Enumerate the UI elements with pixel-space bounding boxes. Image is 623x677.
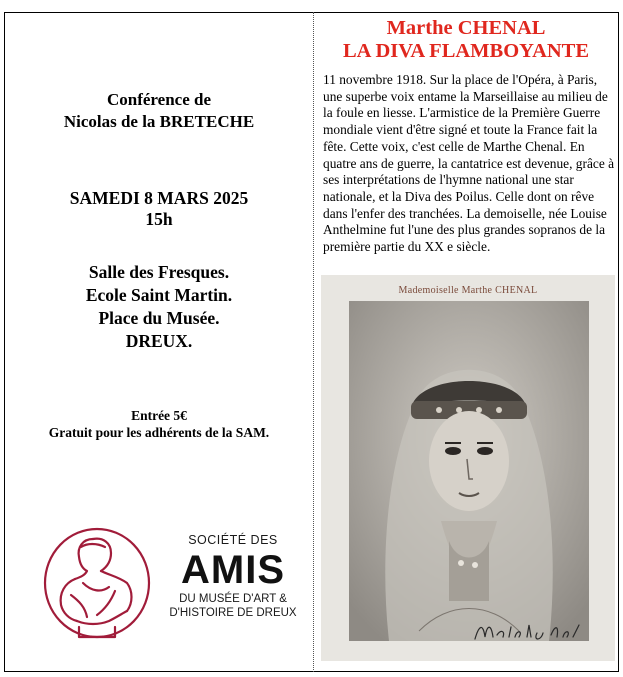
svg-text:Marthe Chenal: Marthe Chenal [471,646,477,647]
logo-text [157,533,309,620]
speaker-name: Nicolas de la BRETECHE [63,112,255,131]
date-line: SAMEDI 8 MARS 2025 [69,188,249,208]
member-price: Gratuit pour les adhérents de la SAM. [48,425,270,440]
conference-line: Conférence de [106,90,212,109]
signature [471,615,591,647]
society-logo [35,521,305,641]
time-line: 15h [145,209,173,229]
logo-line-4: D'HISTOIRE DE DREUX [169,607,297,619]
portrait-photo [321,275,615,661]
title-line: LA DIVA FLAMBOYANTE [342,40,590,62]
title-line: Marthe CHENAL [386,17,546,39]
pricing-info [5,407,313,441]
article-body: 11 novembre 1918. Sur la place de l'Opéra, à Paris, une superbe voix entame la Marseillaise au milieu de la foule en liesse. L'armistice de la Première Guerre mondiale vient d'être signé et toute la France fait la fête. Cette voix, c'est celle de Marthe Chenal. En quatre ans de guerre, la cantatrice est devenue, grâce à ses interprétations de l'hymne national une star nationale, et la Diva des Poilus. Celle dont on rêve dans l'enfer des tranchées. La demoiselle, née Louise Anthelmine fut l'une des plus grandes sopranos de la première partie du XX e siècle. [323,72,615,255]
logo-line-3: DU MUSÉE D'ART & [179,593,287,605]
event-date [5,188,313,230]
bust-icon [35,521,155,641]
entry-price: Entrée 5€ [131,408,187,423]
venue-line: Salle des Fresques. [88,262,230,282]
venue-line: DREUX. [125,331,193,351]
logo-line-2 [157,550,309,590]
article-title [314,17,618,63]
conference-heading [5,89,313,133]
logo-line-1: SOCIÉTÉ DES [188,533,278,547]
portrait-image [349,301,589,641]
venue-line: Ecole Saint Martin. [85,285,233,305]
right-column [314,13,618,671]
logo-amis: AMIS [181,548,285,592]
left-column [5,13,313,671]
event-venue [5,261,313,353]
photo-caption: Mademoiselle Marthe CHENAL [398,285,538,296]
venue-line: Place du Musée. [98,308,220,328]
